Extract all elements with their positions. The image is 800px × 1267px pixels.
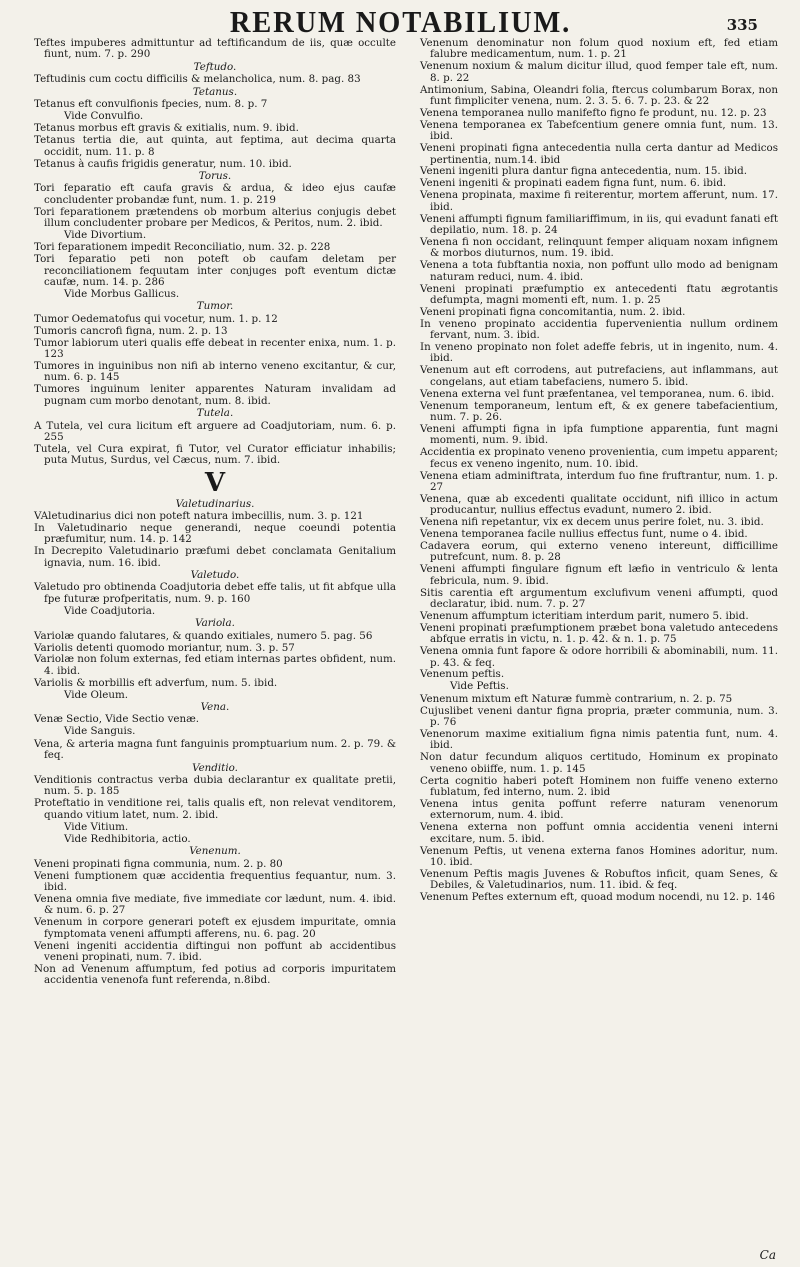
- index-entry: Veneni affumpti fingulare fignum eft læfio in ventriculo & lenta febricula, num. 9. ibid.: [420, 563, 778, 587]
- index-entry: Venena temporanea nullo manifefto figno fe produnt, nu. 12. p. 23: [420, 106, 767, 119]
- index-entry: Veneni propinati præfumptio ex antecedenti ftatu ægrotantis defumpta, magni momenti eft, num. 1. p. 25: [420, 282, 778, 306]
- index-heading: Venditio.: [192, 761, 238, 774]
- index-entry: Venena externa non poffunt omnia accidentia veneni interni excitare, num. 5. ibid.: [420, 821, 778, 845]
- index-entry: Veneni fumptionem quæ accidentia frequentius fequantur, num. 3. ibid.: [34, 869, 396, 894]
- section-letter: V: [204, 467, 226, 498]
- index-entry: Venenum Peftes externum eft, quoad modum nocendi, nu 12. p. 146: [420, 891, 776, 904]
- index-entry: Veneni ingeniti & propinati eadem figna funt, num. 6. ibid.: [420, 177, 727, 190]
- index-entry: Venenum aut eft corrodens, aut putrefaciens, aut inflammans, aut congelans, aut etiam tabefaciens, numero 5. ibid.: [420, 364, 778, 388]
- index-column-left: [34, 38, 396, 987]
- index-heading: Valetudinarius.: [175, 497, 255, 510]
- index-entry: Variolæ non folum externas, fed etiam internas partes obfident, num. 4. ibid.: [34, 653, 396, 677]
- index-entry: Veneni ingeniti plura dantur figna antecedentia, num. 15. ibid.: [420, 165, 747, 178]
- index-entry: In Valetudinario neque generandi, neque coeundi potentia præfumitur, num. 14. p. 142: [34, 521, 396, 546]
- index-entry: Veneni propinati figna antecedentia nulla certa dantur ad Medicos pertinentia, num.14. ibid: [420, 142, 778, 166]
- index-entry: Venena a tota fubftantia noxia, non poffunt ullo modo ad benignam naturam reduci, num. 4. ibid.: [420, 259, 778, 283]
- index-entry: Venenum Peftis magis Juvenes & Robuftos inficit, quam Senes, & Debiles, & Valetudinarios, num. 11. ibid. & feq.: [420, 867, 778, 892]
- page-number: 335: [726, 16, 758, 34]
- index-entry: Tumor Oedematofus qui vocetur, num. 1. p. 12: [34, 312, 278, 325]
- index-entry: Sitis carentia eft argumentum exclufivum veneni affumpti, quod declaratur, ibid. num. 7. p. 27: [420, 586, 778, 610]
- cross-reference: Vide Divortium.: [64, 229, 147, 241]
- index-heading: Tutela.: [196, 407, 234, 420]
- index-entry: Cujuslibet veneni dantur figna propria, præter communia, num. 3. p. 76: [420, 704, 778, 729]
- index-entry: Variolæ quando falutares, & quando exitiales, numero 5. pag. 56: [34, 629, 373, 642]
- index-entry: Venena omnia funt fapore & odore horribili & abominabili, num. 11. p. 43. & feq.: [420, 645, 778, 669]
- catchword: Ca: [759, 1248, 776, 1262]
- index-entry: Tumores inguinum leniter apparentes Naturam invalidam ad pugnam cum morbo denotant, num. 8. ibid.: [34, 383, 396, 407]
- index-entry: Veneni propinati figna communia, num. 2. p. 80: [34, 857, 283, 870]
- index-entry: Tori feparatio peti non poteft ob caufam deletam per reconciliationem fequutam inter conjuges poft eventum dictæ caufæ, num. 14. p. 286: [34, 253, 396, 289]
- index-entry: Variolis detenti quomodo moriantur, num. 3. p. 57: [34, 641, 295, 654]
- index-entry: Teftes impuberes admittuntur ad teftificandum de iis, quæ occulte fiunt, num. 7. p. 290: [34, 37, 396, 61]
- index-heading: Valetudo.: [190, 569, 240, 582]
- index-heading: Tetanus.: [192, 85, 238, 98]
- index-entry: Tori feparationem impedit Reconciliatio, num. 32. p. 228: [34, 241, 331, 254]
- index-entry: Veneni ingeniti accidentia diftingui non poffunt ab accidentibus veneni propinati, num. 7. ibid.: [34, 939, 396, 964]
- index-entry: Tetanus tertia die, aut quinta, aut feptima, aut decima quarta occidit, num. 11. p. 8: [34, 134, 396, 158]
- index-entry: Tumoris cancrofi figna, num. 2. p. 13: [34, 324, 228, 337]
- index-entry: Venditionis contractus verba dubia declarantur ex qualitate pretii, num. 5. p. 185: [34, 773, 396, 798]
- index-entry: VAletudinarius dici non poteft natura imbecillis, num. 3. p. 121: [34, 510, 364, 523]
- index-heading: Variola.: [195, 617, 235, 630]
- cross-reference: Vide Vitium.: [64, 820, 129, 833]
- index-entry: Antimonium, Sabina, Oleandri folia, ftercus columbarum Borax, non funt fimpliciter venena, num. 2. 3. 5. 6. 7. p. 23. & 22: [420, 83, 778, 108]
- page-title: RERUM NOTABILIUM.: [229, 4, 571, 39]
- cross-reference: Vide Peftis.: [450, 680, 509, 693]
- index-entry: In veneno propinato accidentia fupervenientia nullum ordinem fervant, num. 3. ibid.: [420, 317, 778, 342]
- index-entry: Tetanus morbus eft gravis & exitialis, num. 9. ibid.: [34, 122, 299, 135]
- index-entry: Teftudinis cum coctu difficilis & melancholica, num. 8. pag. 83: [34, 73, 361, 86]
- index-entry: Non datur fecundum aliquos certitudo, Hominum ex propinato veneno obiiffe, num. 1. p. 145: [420, 751, 778, 775]
- index-entry: Venenum in corpore generari poteft ex ejusdem impuritate, omnia fymptomata veneni affumpti afferens, nu. 6. pag. 20: [34, 916, 396, 940]
- index-entry: Cadavera eorum, qui externo veneno intereunt, difficillime putrefcunt, num. 8. p. 28: [420, 539, 778, 564]
- index-entry: Non ad Venenum affumptum, fed potius ad corporis impuritatem accidentia venenofa funt referenda, n.8ibd.: [34, 962, 396, 987]
- index-entry: Tumor labiorum uteri qualis effe debeat in recenter enixa, num. 1. p. 123: [34, 336, 396, 361]
- index-entry: Tori feparatio eft caufa gravis & ardua, & ideo ejus caufæ concludenter probandæ funt, num. 1. p. 219: [34, 182, 396, 206]
- index-entry: Venena fi non occidant, relinquunt femper aliquam noxam infignem & morbos diuturnos, num. 19. ibid.: [420, 235, 778, 260]
- index-entry: In Decrepito Valetudinario præfumi debet conclamata Genitalium ignavia, num. 16. ibid.: [34, 545, 396, 569]
- cross-reference: Vide Oleum.: [64, 688, 129, 701]
- index-entry: Tumores in inguinibus non nifi ab interno veneno excitantur, & cur, num. 6. p. 145: [34, 359, 396, 384]
- index-entry: Venena etiam adminiftrata, interdum fuo fine fruftrantur, num. 1. p. 27: [420, 469, 778, 493]
- index-entry: Venena propinata, maxime fi reiterentur, mortem afferunt, num. 17. ibid.: [420, 189, 778, 213]
- index-heading: Teftudo.: [193, 60, 237, 73]
- cross-reference: Vide Redhibitoria, actio.: [64, 833, 191, 845]
- index-entry: Venena intus genita poffunt referre naturam venenorum externorum, num. 4. ibid.: [420, 797, 778, 822]
- index-entry: Tetanus eft convulfionis fpecies, num. 8. p. 7: [34, 98, 268, 111]
- index-entry: Venena externa vel funt præfentanea, vel temporanea, num. 6. ibid.: [420, 387, 775, 400]
- index-entry: Venenorum maxime exitialium figna nimis patentia funt, num. 4. ibid.: [420, 727, 778, 752]
- cross-reference: Vide Sanguis.: [64, 725, 136, 738]
- index-entry: Venenum temporaneum, lentum eft, & ex genere tabefacientium, num. 7. p. 26.: [420, 399, 778, 423]
- index-entry: Vena, & arteria magna funt fanguinis promptuarium num. 2. p. 79. & feq.: [34, 737, 396, 762]
- index-entry: Venena omnia five mediate, five immediate cor lædunt, num. 4. ibid. & num. 6. p. 27: [34, 893, 396, 917]
- index-entry: Variolis & morbillis eft adverfum, num. 5. ibid.: [34, 676, 278, 689]
- running-header: [80, 4, 758, 39]
- index-entry: Venenum noxium & malum dicitur illud, quod femper tale eft, num. 8. p. 22: [420, 60, 778, 84]
- index-entry: Tetanus à caufis frigidis generatur, num. 10. ibid.: [34, 157, 292, 170]
- index-entry: Venenum denominatur non folum quod noxium eft, fed etiam falubre medicamentum, num. 1. p. 21: [420, 37, 778, 61]
- index-entry: In veneno propinato non folet adeffe febris, ut in ingenito, num. 4. ibid.: [420, 341, 778, 365]
- index-entry: Venena nifi repetantur, vix ex decem unus perire folet, nu. 3. ibid.: [420, 516, 764, 529]
- index-entry: Veneni propinati præfumptionem præbet bona valetudo antecedens abfque erratis in victu, n. 1. p. 42. & n. 1. p. 75: [420, 621, 778, 646]
- index-entry: Tutela, vel Cura expirat, fi Tutor, vel Curator efficiatur inhabilis; puta Mutus, Surdus, vel Cæcus, num. 7. ibid.: [34, 442, 396, 467]
- index-heading: Torus.: [198, 169, 232, 182]
- cross-reference: Vide Morbus Gallicus.: [64, 288, 180, 301]
- index-entry: Venenum mixtum eft Naturæ fummè contrarium, n. 2. p. 75: [420, 692, 733, 705]
- index-heading: Vena.: [200, 701, 230, 714]
- index-entry: Certa cognitio haberi poteft Hominem non fuiffe veneno externo fublatum, fed interno, num. 2. ibid: [420, 774, 778, 798]
- index-entry: Proteftatio in venditione rei, talis qualis eft, non relevat venditorem, quando vitium latet, num. 2. ibid.: [34, 797, 396, 821]
- index-heading: Venenum.: [189, 845, 241, 858]
- index-entry: Tori feparationem prætendens ob morbum alterius conjugis debet illum concludenter probare per Medicos, & Peritos, num. 2. ibid.: [34, 205, 396, 230]
- index-entry: Venæ Sectio, Vide Sectio venæ.: [34, 713, 200, 726]
- index-entry: Venena temporanea facile nullius effectus funt, nume o 4. ibid.: [420, 528, 748, 541]
- index-entry: Veneni affumpti figna in ipfa fumptione apparentia, funt magni momenti, num. 9. ibid.: [420, 422, 778, 447]
- index-entry: Venena, quæ ab excedenti qualitate occidunt, nifi illico in actum producantur, nullius effectus evadunt, numero 2. ibid.: [420, 492, 778, 517]
- index-entry: Valetudo pro obtinenda Coadjutoria debet effe talis, ut fit abfque ulla fpe futuræ profperitatis, num. 9. p. 160: [34, 581, 396, 605]
- cross-reference: Vide Coadjutoria.: [64, 604, 156, 617]
- index-entry: A Tutela, vel cura licitum eft arguere ad Coadjutoriam, num. 6. p. 255: [34, 419, 396, 443]
- index-entry: Venena temporanea ex Tabefcentium genere omnia funt, num. 13. ibid.: [420, 118, 778, 143]
- index-entry: Venenum peftis.: [420, 668, 505, 681]
- index-column-right: [420, 38, 778, 904]
- cross-reference: Vide Convulfio.: [64, 109, 144, 122]
- index-entry: Veneni propinati figna concomitantia, num. 2. ibid.: [420, 305, 686, 318]
- index-entry: Accidentia ex propinato veneno provenientia, cum impetu apparent; fecus ex veneno ingenito, num. 10. ibid.: [420, 446, 778, 470]
- index-entry: Venenum affumptum icteritiam interdum parit, numero 5. ibid.: [420, 609, 749, 622]
- index-entry: Venenum Peftis, ut venena externa fanos Homines adoritur, num. 10. ibid.: [420, 844, 778, 868]
- index-heading: Tumor.: [196, 300, 234, 313]
- index-entry: Veneni affumpti fignum familiariffimum, in iis, qui evadunt fanati eft depilatio, num. 18. p. 24: [420, 212, 778, 236]
